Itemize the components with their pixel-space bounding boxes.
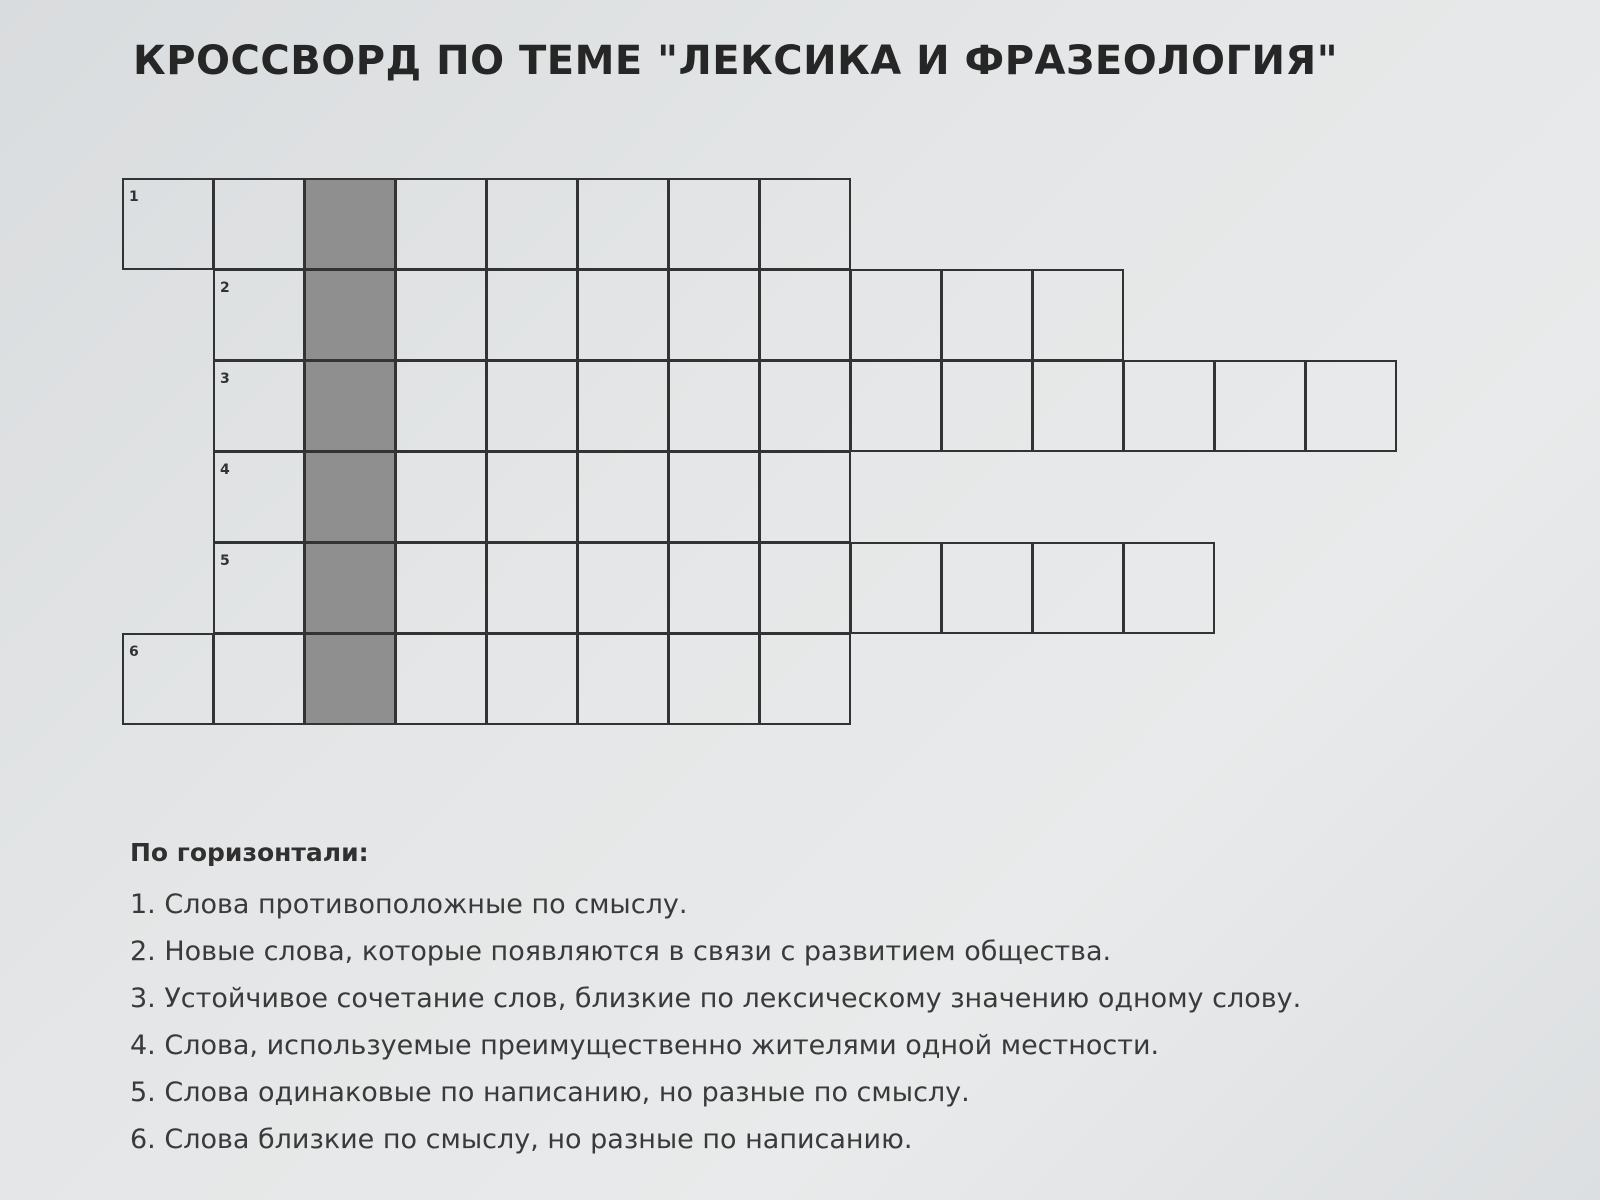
clues-section xyxy=(130,838,1430,1163)
crossword-cell xyxy=(1032,542,1124,634)
clues-heading: По горизонтали: xyxy=(130,838,369,867)
crossword-cell xyxy=(759,269,851,361)
crossword-cell xyxy=(577,542,669,634)
crossword-cell xyxy=(941,542,1033,634)
crossword-cell xyxy=(304,633,396,725)
crossword-cell xyxy=(304,269,396,361)
crossword-cell xyxy=(577,269,669,361)
crossword-cell xyxy=(395,178,487,270)
crossword-cell xyxy=(486,178,578,270)
page-title: КРОССВОРД ПО ТЕМЕ "ЛЕКСИКА И ФРАЗЕОЛОГИЯ" xyxy=(133,38,1339,84)
clue-number: 4 xyxy=(220,462,230,478)
crossword-cell xyxy=(668,269,760,361)
crossword-cell xyxy=(213,178,305,270)
clue-6: 6. Слова близкие по смыслу, но разные по написанию. xyxy=(130,1124,913,1155)
crossword-cell xyxy=(486,269,578,361)
crossword-cell xyxy=(668,360,760,452)
crossword-cell xyxy=(304,178,396,270)
crossword-cell xyxy=(304,542,396,634)
crossword-cell xyxy=(1123,542,1215,634)
crossword-cell xyxy=(1032,269,1124,361)
crossword-cell xyxy=(1123,360,1215,452)
crossword-cell xyxy=(668,633,760,725)
clue-number: 5 xyxy=(220,553,230,569)
crossword-cell xyxy=(577,360,669,452)
crossword-cell xyxy=(304,451,396,543)
crossword-cell xyxy=(122,633,214,725)
crossword-cell xyxy=(759,451,851,543)
crossword-cell xyxy=(1032,360,1124,452)
crossword-cell xyxy=(486,360,578,452)
crossword-cell xyxy=(1214,360,1306,452)
clue-1: 1. Слова противоположные по смыслу. xyxy=(130,889,688,920)
crossword-cell xyxy=(759,542,851,634)
crossword-cell xyxy=(850,360,942,452)
crossword-cell xyxy=(213,451,305,543)
crossword-cell xyxy=(486,542,578,634)
crossword-cell xyxy=(941,269,1033,361)
crossword-cell xyxy=(395,360,487,452)
crossword-cell xyxy=(577,451,669,543)
crossword-cell xyxy=(941,360,1033,452)
crossword-cell xyxy=(850,542,942,634)
crossword-cell xyxy=(668,178,760,270)
clue-3: 3. Устойчивое сочетание слов, близкие по лексическому значению одному слову. xyxy=(130,983,1302,1014)
clue-number: 3 xyxy=(220,371,230,387)
crossword-cell xyxy=(213,360,305,452)
clue-number: 6 xyxy=(129,644,139,660)
clue-number: 1 xyxy=(129,189,139,205)
crossword-cell xyxy=(213,633,305,725)
crossword-cell xyxy=(395,542,487,634)
crossword-cell xyxy=(668,542,760,634)
clue-4: 4. Слова, используемые преимущественно жителями одной местности. xyxy=(130,1030,1160,1061)
crossword-cell xyxy=(577,178,669,270)
crossword-cell xyxy=(395,269,487,361)
crossword-cell xyxy=(122,178,214,270)
crossword-cell xyxy=(304,360,396,452)
crossword-cell xyxy=(395,451,487,543)
crossword-cell xyxy=(213,269,305,361)
crossword-cell xyxy=(759,178,851,270)
crossword-cell xyxy=(759,360,851,452)
crossword-cell xyxy=(668,451,760,543)
clue-5: 5. Слова одинаковые по написанию, но разные по смыслу. xyxy=(130,1077,970,1108)
clue-number: 2 xyxy=(220,280,230,296)
crossword-cell xyxy=(577,633,669,725)
crossword-cell xyxy=(486,633,578,725)
crossword-cell xyxy=(850,269,942,361)
clue-2: 2. Новые слова, которые появляются в связи с развитием общества. xyxy=(130,936,1112,967)
crossword-cell xyxy=(213,542,305,634)
crossword-cell xyxy=(395,633,487,725)
crossword-cell xyxy=(1305,360,1397,452)
crossword-cell xyxy=(759,633,851,725)
crossword-cell xyxy=(486,451,578,543)
